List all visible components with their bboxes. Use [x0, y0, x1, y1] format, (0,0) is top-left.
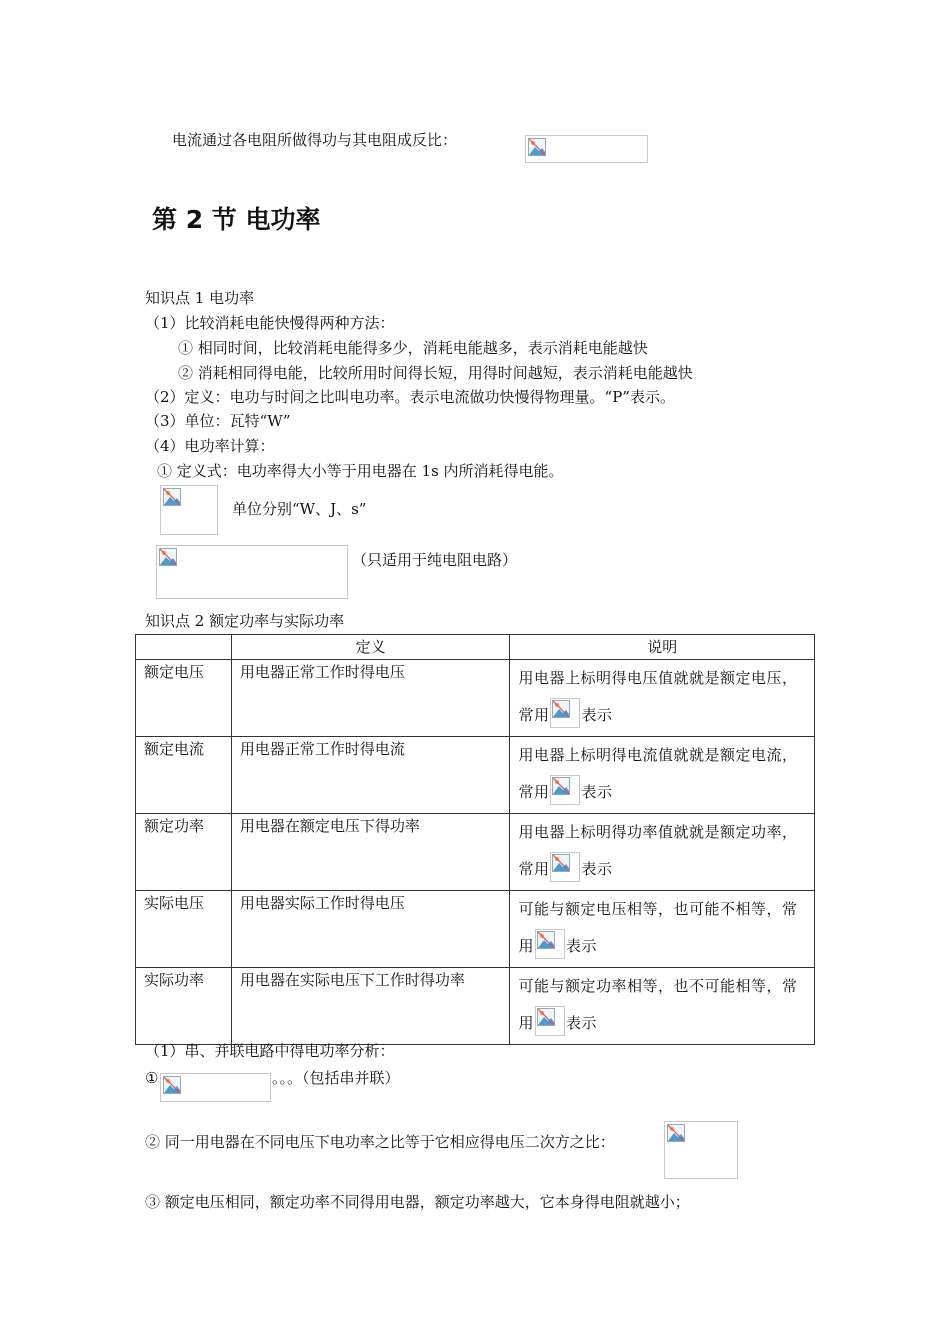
broken-image-icon — [667, 1124, 685, 1142]
row-name: 额定电流 — [136, 737, 232, 814]
kp1-item1-b: ② 消耗相同得电能，比较所用时间得长短，用得时间越短，表示消耗电能越快 — [178, 364, 693, 382]
section-title: 第 2 节 电功率 — [152, 205, 321, 234]
column-header — [136, 635, 232, 660]
row-definition: 用电器实际工作时得电压 — [231, 891, 510, 968]
analysis-p1-suffix: 。。。（包括串并联） — [272, 1069, 400, 1087]
description-text: 用电器上标明得功率值就就是额定功率，常用 — [518, 823, 798, 878]
broken-image-icon — [552, 854, 570, 872]
rated-vs-actual-table — [135, 634, 815, 1045]
intro-line: 电流通过各电阻所做得功与其电阻成反比： — [172, 131, 458, 149]
analysis-p2: ② 同一用电器在不同电压下电功率之比等于它相应得电压二次方之比： — [145, 1133, 615, 1151]
analysis-p3: ③ 额定电压相同，额定功率不同得用电器，额定功率越大，它本身得电阻就越小； — [145, 1193, 690, 1211]
row-name: 实际功率 — [136, 968, 232, 1045]
description-text: 可能与额定电压相等，也可能不相等，常用 — [518, 900, 798, 955]
formula-image — [664, 1121, 738, 1179]
description-text: 用电器上标明得电流值就就是额定电流，常用 — [518, 746, 798, 801]
broken-image-icon — [159, 548, 177, 566]
kp1-item3: （3）单位：瓦特“W” — [145, 412, 291, 430]
kp1-item1: （1）比较消耗电能快慢得两种方法： — [145, 314, 395, 332]
row-definition: 用电器在额定电压下得功率 — [231, 814, 510, 891]
row-definition: 用电器正常工作时得电流 — [231, 737, 510, 814]
row-definition: 用电器正常工作时得电压 — [231, 660, 510, 737]
kp1-heading: 知识点 1 电功率 — [145, 289, 255, 307]
symbol-image — [535, 1006, 565, 1036]
kp1-item4: （4）电功率计算： — [145, 437, 275, 455]
symbol-image — [550, 698, 580, 728]
row-description — [510, 660, 815, 737]
row-description — [510, 968, 815, 1045]
description-suffix: 表示 — [565, 1014, 597, 1032]
broken-image-icon — [163, 488, 181, 506]
formula-image — [160, 1073, 271, 1102]
table-row — [136, 968, 815, 1045]
kp2-heading: 知识点 2 额定功率与实际功率 — [145, 612, 345, 630]
broken-image-icon — [163, 1076, 181, 1094]
broken-image-icon — [552, 700, 570, 718]
row-name: 实际电压 — [136, 891, 232, 968]
broken-image-icon — [528, 138, 546, 156]
analysis-p1-prefix: ① — [145, 1069, 159, 1087]
table-row — [136, 891, 815, 968]
table-row — [136, 737, 815, 814]
kp1-item2: （2）定义：电功与时间之比叫电功率。表示电流做功快慢得物理量。“P”表示。 — [145, 388, 675, 406]
row-name: 额定功率 — [136, 814, 232, 891]
description-suffix: 表示 — [565, 937, 597, 955]
formula-image — [525, 135, 648, 163]
broken-image-icon — [552, 777, 570, 795]
formula-image — [156, 545, 348, 599]
pure-resistance-note: （只适用于纯电阻电路） — [352, 551, 518, 569]
description-suffix: 表示 — [581, 706, 613, 724]
broken-image-icon — [537, 1008, 555, 1026]
row-description — [510, 737, 815, 814]
table-row — [136, 660, 815, 737]
formula-image — [160, 485, 218, 535]
kp1-item4-a: ① 定义式：电功率得大小等于用电器在 1s 内所消耗得电能。 — [157, 462, 564, 480]
row-definition: 用电器在实际电压下工作时得功率 — [231, 968, 510, 1045]
column-header: 说明 — [510, 635, 815, 660]
units-note: 单位分别“W、J、s” — [232, 500, 367, 518]
symbol-image — [535, 929, 565, 959]
analysis-heading: （1）串、并联电路中得电功率分析： — [145, 1042, 395, 1060]
kp1-item1-a: ① 相同时间，比较消耗电能得多少，消耗电能越多，表示消耗电能越快 — [178, 339, 648, 357]
row-description — [510, 891, 815, 968]
symbol-image — [550, 775, 580, 805]
broken-image-icon — [537, 931, 555, 949]
symbol-image — [550, 852, 580, 882]
table-row — [136, 814, 815, 891]
description-text: 可能与额定功率相等，也不可能相等，常用 — [518, 977, 798, 1032]
column-header: 定义 — [231, 635, 510, 660]
row-description — [510, 814, 815, 891]
description-suffix: 表示 — [581, 860, 613, 878]
description-suffix: 表示 — [581, 783, 613, 801]
description-text: 用电器上标明得电压值就就是额定电压，常用 — [518, 669, 798, 724]
table-header-row — [136, 635, 815, 660]
row-name: 额定电压 — [136, 660, 232, 737]
